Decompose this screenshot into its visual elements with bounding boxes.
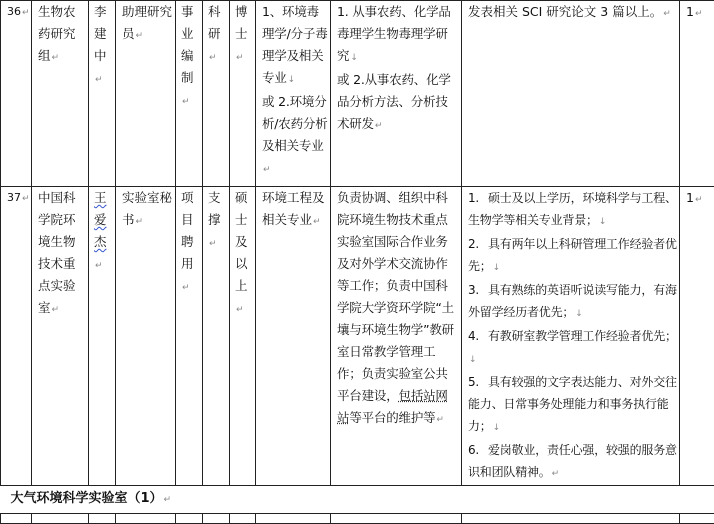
section-title: 大气环境科学实验室（1）↵: [1, 486, 714, 514]
degree-cell: 博士↵: [230, 1, 256, 187]
degree-cell: 硕士及以上↵: [230, 187, 256, 486]
section-header-row: [1, 486, 714, 514]
headcount-cell: 1↵: [680, 187, 714, 486]
requirements-cell: [462, 187, 680, 486]
employment-type-cell: 项目聘用↵: [176, 187, 203, 486]
table-row: [1, 187, 714, 486]
table-row: [1, 1, 714, 187]
requirements-cell: 发表相关 SCI 研究论文 3 篇以上。↵: [462, 1, 680, 187]
requirement-item: 6. 爱岗敬业，责任心强，较强的服务意识和团队精神。↵: [468, 439, 677, 485]
requirement-item: 1. 硕士及以上学历，环境科学与工程、生物学等相关专业背景；↓: [468, 187, 677, 233]
duty-cell: 负责协调、组织中科院环境生物技术重点实验室国际合作业务及对外学术交流协作等工作；负责中国科学院大学资环学院“土壤与环境生物学”教研室日常教学管理工作；负责实验室公共平台建设，包括站网站等平台的维护等↵: [331, 187, 462, 486]
duty-cell: 1. 从事农药、化学品毒理学生物毒理学研究↓ 或 2.从事农药、化学品分析方法、分析技术研发↵: [331, 1, 462, 187]
name-cell: 李建中↵: [89, 1, 116, 187]
requirement-item: 4. 有教研室教学管理工作经验者优先；↓: [468, 325, 677, 371]
headcount-cell: 1↵: [680, 1, 714, 187]
category-cell: 科研↵: [203, 1, 230, 187]
department-cell: 中国科学院环境生物技术重点实验室↵: [32, 187, 89, 486]
requirement-item: 3. 具有熟练的英语听说读写能力，有海外留学经历者优先；↓: [468, 279, 677, 325]
requirement-item: 2. 具有两年以上科研管理工作经验者优先；↓: [468, 233, 677, 279]
category-cell: 支撑↵: [203, 187, 230, 486]
major-cell: 环境工程及相关专业↵: [256, 187, 331, 486]
row-number: 37↵: [1, 187, 32, 486]
table-row: [1, 514, 714, 524]
position-cell: 助理研究员↵: [116, 1, 176, 187]
major-cell: 1、环境毒理学/分子毒理学及相关专业↓ 或 2.环境分析/农药分析及相关专业↵: [256, 1, 331, 187]
employment-type-cell: 事业编制↵: [176, 1, 203, 187]
row-number: 36↵: [1, 1, 32, 187]
name-cell: 王爱杰↵: [89, 187, 116, 486]
requirement-item: 5. 具有较强的文字表达能力、对外交往能力、日常事务处理能力和事务执行能力；↓: [468, 371, 677, 439]
department-cell: 生物农药研究组↵: [32, 1, 89, 187]
position-cell: 实验室秘书↵: [116, 187, 176, 486]
